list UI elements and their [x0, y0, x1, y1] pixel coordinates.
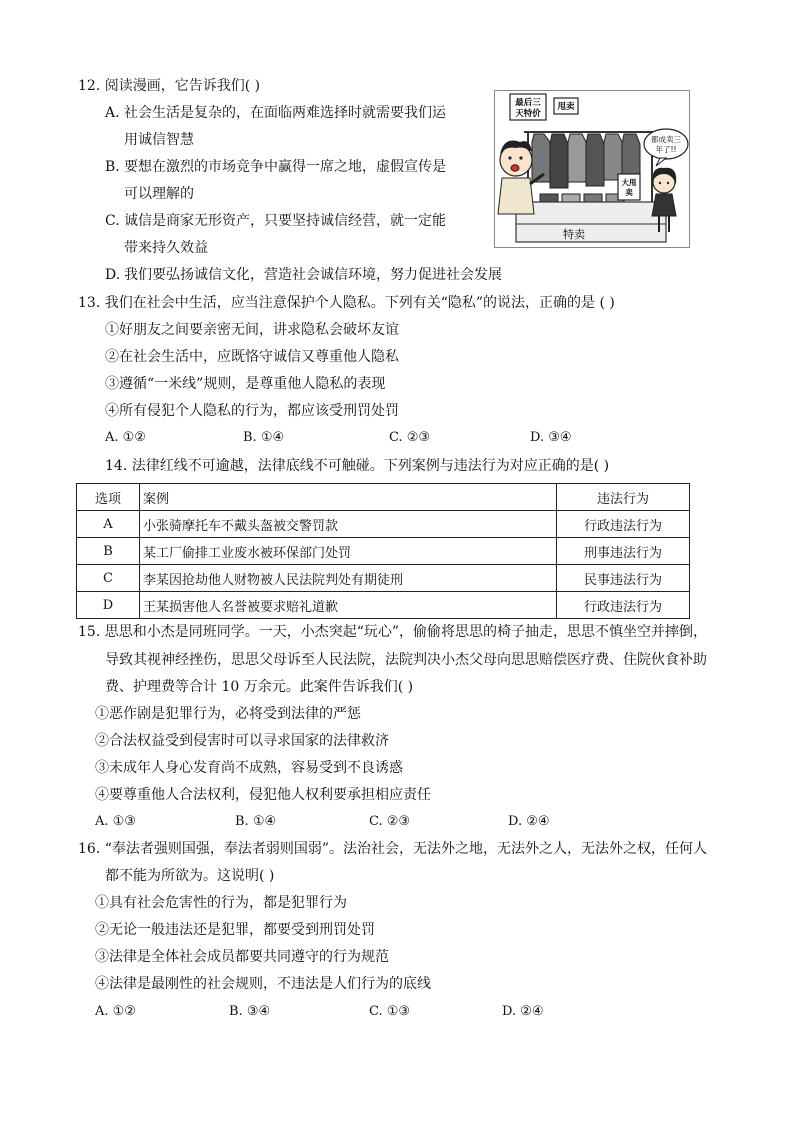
q12-option-a-line1: 社会生活是复杂的，在面临两难选择时就需要我们运 — [124, 105, 446, 121]
q12-option-c-line2: 带来持久效益 — [124, 240, 208, 256]
q12-option-b-line1: 要想在激烈的市场竞争中赢得一席之地，虚假宣传是 — [124, 159, 446, 175]
comic-bubble-line2: 年了!! — [655, 145, 677, 154]
table-cell-violation: 行政违法行为 — [557, 511, 690, 538]
table-cell-case: 王某损害他人名誉被要求赔礼道歉 — [140, 592, 557, 619]
table-cell-option: B — [77, 538, 140, 565]
q15-item-3: ③未成年人身心发育尚不成熟，容易受到不良诱惑 — [95, 760, 403, 776]
q12-stem: 12. 阅读漫画，它告诉我们( ) — [78, 78, 261, 94]
q15-item-1: ①恶作剧是犯罪行为，必将受到法律的严惩 — [95, 706, 361, 722]
q12-option-c-label: C. — [105, 213, 120, 229]
q13-item-1: ①好朋友之间要亲密无间，讲求隐私会破坏友谊 — [105, 322, 399, 338]
q16-item-4: ④法律是最刚性的社会规则，不违法是人们行为的底线 — [95, 976, 431, 992]
table-header-row — [77, 484, 690, 511]
table-cell-violation: 行政违法行为 — [557, 592, 690, 619]
table-cell-option: D — [77, 592, 140, 619]
q16-choice-d: D. ②④ — [502, 1004, 544, 1019]
comic-speech-bubble — [644, 129, 688, 159]
q16-item-2: ②无论一般违法还是犯罪，都要受到刑罚处罚 — [95, 922, 375, 938]
table-cell-option: C — [77, 565, 140, 592]
table-row — [77, 511, 690, 538]
table-cell-case: 小张骑摩托车不戴头盔被交警罚款 — [140, 511, 557, 538]
q13-stem: 13. 我们在社会中生活，应当注意保护个人隐私。下列有关“隐私”的说法，正确的是 ( ) — [78, 295, 615, 311]
table-header-violation: 违法行为 — [557, 484, 690, 511]
table-header-option: 选项 — [77, 484, 140, 511]
q16-choice-a: A. ①② — [95, 1004, 136, 1019]
q13-choice-a: A. ①② — [105, 430, 146, 445]
q16-choice-c: C. ①③ — [369, 1004, 411, 1019]
comic-sign-left-line1: 最后三 — [515, 98, 541, 108]
q15-stem-line1: 15. 思思和小杰是同班同学。一天，小杰突起“玩心”，偷偷将思思的椅子抽走，思思不慎坐空并摔倒， — [78, 624, 708, 640]
q16-stem-line2: 都不能为所欲为。这说明( ) — [105, 868, 275, 884]
comic-sign-right-text: 甩卖 — [557, 102, 575, 112]
q16-stem-line1: 16. “奉法者强则国强，奉法者弱则国弱”。法治社会，无法外之地，无法外之人，无法外之权，任何人 — [78, 841, 708, 857]
comic-counter-label: 特卖 — [563, 228, 585, 241]
q12-option-c-line1: 诚信是商家无形资产，只要坚持诚信经营，就一定能 — [124, 213, 446, 229]
comic-illustration — [494, 90, 690, 248]
q14-stem: 14. 法律红线不可逾越，法律底线不可触碰。下列案例与违法行为对应正确的是( ) — [105, 458, 610, 474]
table-cell-violation: 民事违法行为 — [557, 565, 690, 592]
table-cell-option: A — [77, 511, 140, 538]
table-row — [77, 592, 690, 619]
q15-choice-b: B. ①④ — [235, 814, 277, 829]
table-row — [77, 538, 690, 565]
q12-option-d-line1: 我们要弘扬诚信文化，营造社会诚信环境，努力促进社会发展 — [124, 267, 502, 283]
table-cell-case: 某工厂偷排工业废水被环保部门处罚 — [140, 538, 557, 565]
q13-item-3: ③遵循“一米线”规则，是尊重他人隐私的表现 — [105, 376, 386, 392]
q13-choice-c: C. ②③ — [389, 430, 431, 445]
q15-choice-d: D. ②④ — [508, 814, 550, 829]
q15-item-4: ④要尊重他人合法权利，侵犯他人权利要承担相应责任 — [95, 787, 431, 803]
q15-choice-a: A. ①③ — [95, 814, 136, 829]
q13-item-2: ②在社会生活中，应既恪守诚信又尊重他人隐私 — [105, 349, 399, 365]
q13-choice-b: B. ①④ — [243, 430, 285, 445]
comic-box-line1: 大甩 — [621, 178, 637, 187]
comic-box-line2: 卖 — [625, 188, 633, 197]
q15-choice-c: C. ②③ — [369, 814, 411, 829]
q12-option-b-line2: 可以理解的 — [124, 186, 194, 202]
q12-option-d-label: D. — [105, 267, 121, 283]
q12-option-a-line2: 用诚信智慧 — [124, 132, 194, 148]
table-header-case: 案例 — [140, 484, 557, 511]
table-row — [77, 565, 690, 592]
q15-stem-line3: 费、护理费等合计 10 万余元。此案件告诉我们( ) — [105, 679, 414, 695]
comic-sign-left-line2: 天特价 — [515, 109, 541, 119]
q16-choice-b: B. ③④ — [229, 1004, 271, 1019]
q16-item-1: ①具有社会危害性的行为，都是犯罪行为 — [95, 895, 347, 911]
q13-choice-d: D. ③④ — [530, 430, 572, 445]
q16-item-3: ③法律是全体社会成员都要共同遵守的行为规范 — [95, 949, 389, 965]
q12-option-a-label: A. — [105, 105, 120, 121]
q13-item-4: ④所有侵犯个人隐私的行为，都应该受刑罚处罚 — [105, 403, 399, 419]
table-cell-violation: 刑事违法行为 — [557, 538, 690, 565]
q14-table — [76, 483, 690, 619]
comic-bubble-line1: 都成卖三 — [651, 135, 681, 144]
q15-item-2: ②合法权益受到侵害时可以寻求国家的法律救济 — [95, 733, 389, 749]
q12-option-b-label: B. — [105, 159, 120, 175]
table-cell-case: 李某因抢劫他人财物被人民法院判处有期徒刑 — [140, 565, 557, 592]
q15-stem-line2: 导致其视神经挫伤，思思父母诉至人民法院，法院判决小杰父母向思思赔偿医疗费、住院伙食补助 — [105, 652, 707, 668]
